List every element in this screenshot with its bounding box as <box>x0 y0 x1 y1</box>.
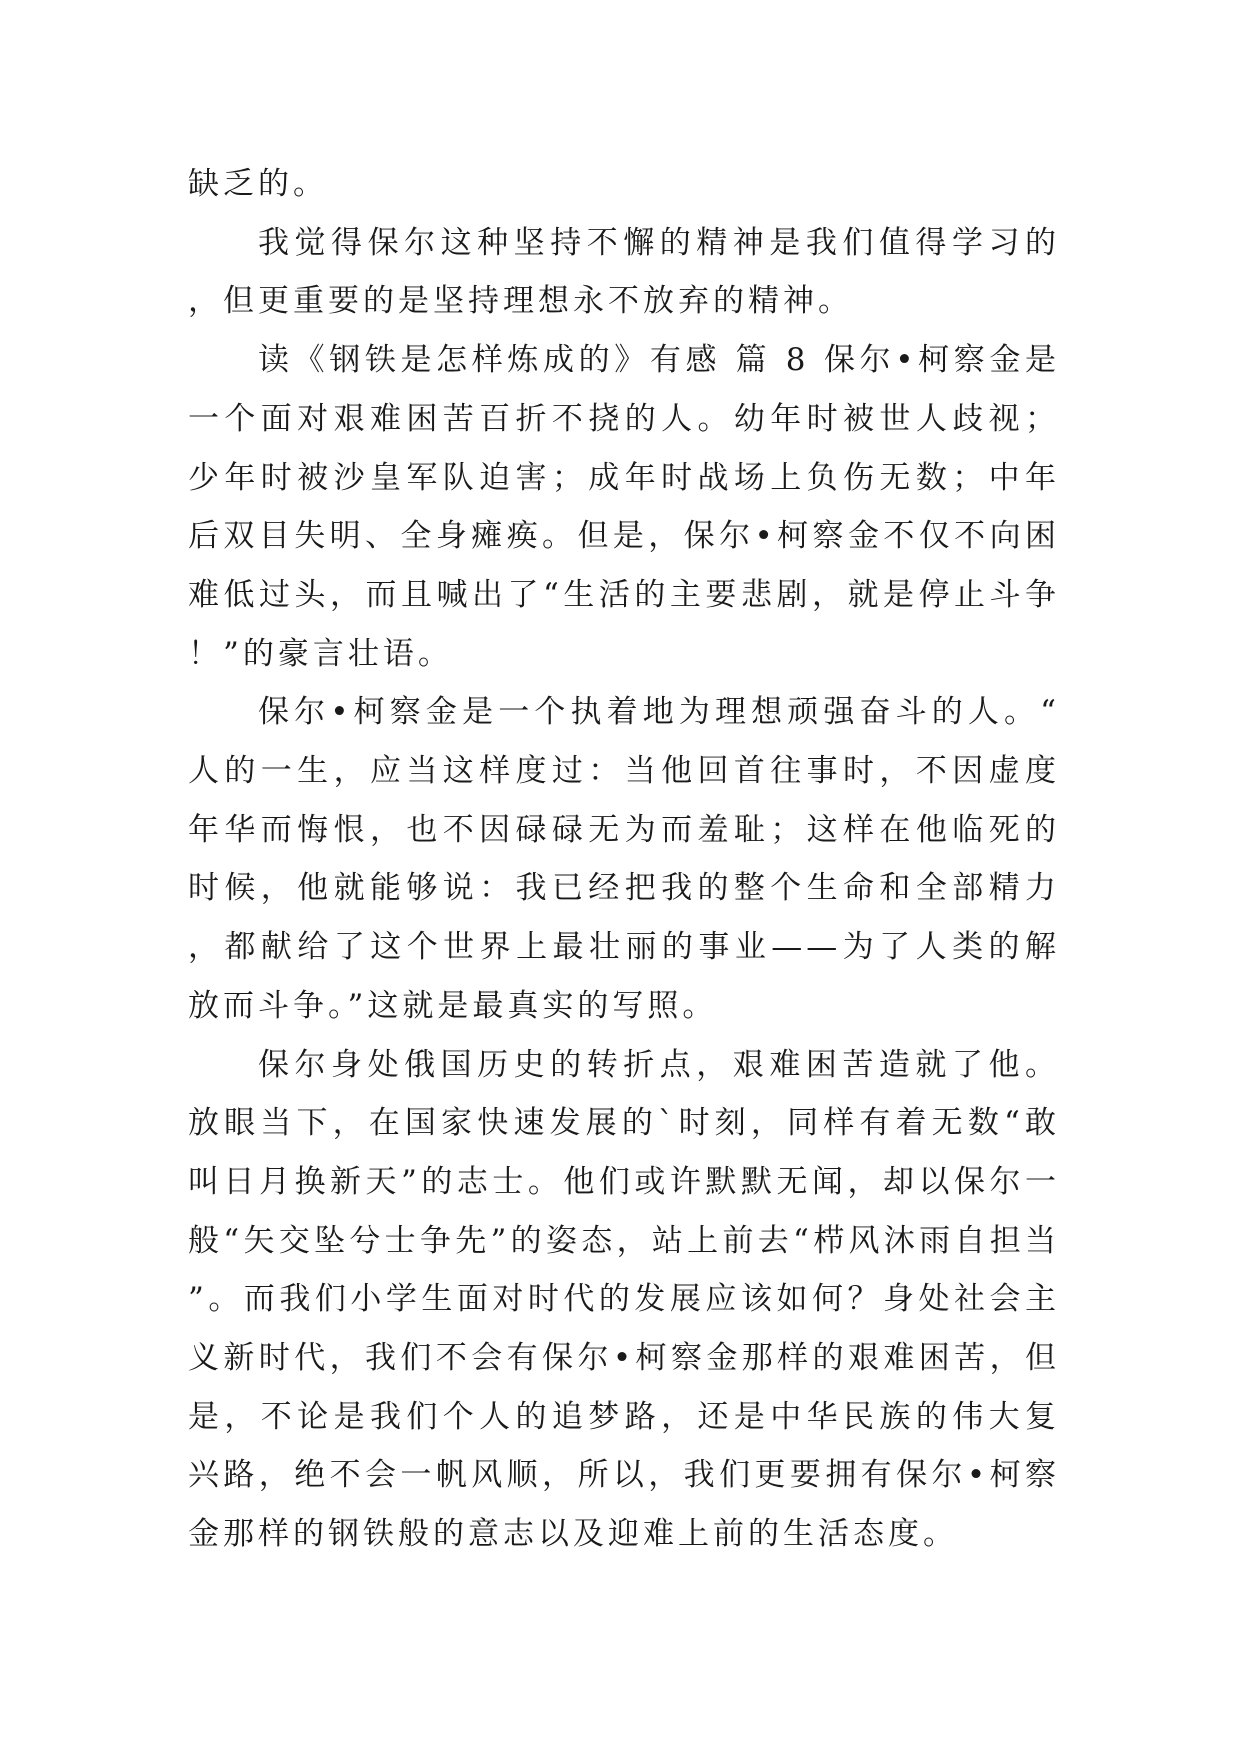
paragraph-4: 保尔•柯察金是一个执着地为理想顽强奋斗的人。“人的一生，应当这样度过：当他回首往事时，不因虚度年华而悔恨，也不因碌碌无为而羞耻；这样在他临死的时候，他就能够说：我已经把我的整个生命和全部精力，都献给了这个世界上最壮丽的事业——为了人类的解放而斗争。”这就是最真实的写照。 <box>188 694 1060 1024</box>
paragraph-5: 保尔身处俄国历史的转折点，艰难困苦造就了他。放眼当下，在国家快速发展的`时刻，同样有着无数“敢叫日月换新天”的志士。他们或许默默无闻，却以保尔一般“矢交坠兮士争先”的姿态，站上前去“栉风沐雨自担当”。而我们小学生面对时代的发展应该如何？身处社会主义新时代，我们不会有保尔•柯察金那样的艰难困苦，但是，不论是我们个人的追梦路，还是中华民族的伟大复兴路，绝不会一帆风顺，所以，我们更要拥有保尔•柯察金那样的钢铁般的意志以及迎难上前的生活态度。 <box>188 1046 1060 1553</box>
paragraph-3: 读《钢铁是怎样炼成的》有感 篇 8 保尔•柯察金是一个面对艰难困苦百折不挠的人。幼年时被世人歧视；少年时被沙皇军队迫害；成年时战场上负伤无数；中年后双目失明、全身瘫痪。但是，保尔•柯察金不仅不向困难低过头，而且喊出了“生活的主要悲剧，就是停止斗争！”的豪言壮语。 <box>188 342 1060 672</box>
paragraph-1: 缺乏的。 <box>188 166 328 202</box>
document-body <box>188 155 1060 1564</box>
paragraph-2: 我觉得保尔这种坚持不懈的精神是我们值得学习的，但更重要的是坚持理想永不放弃的精神。 <box>188 224 1060 320</box>
